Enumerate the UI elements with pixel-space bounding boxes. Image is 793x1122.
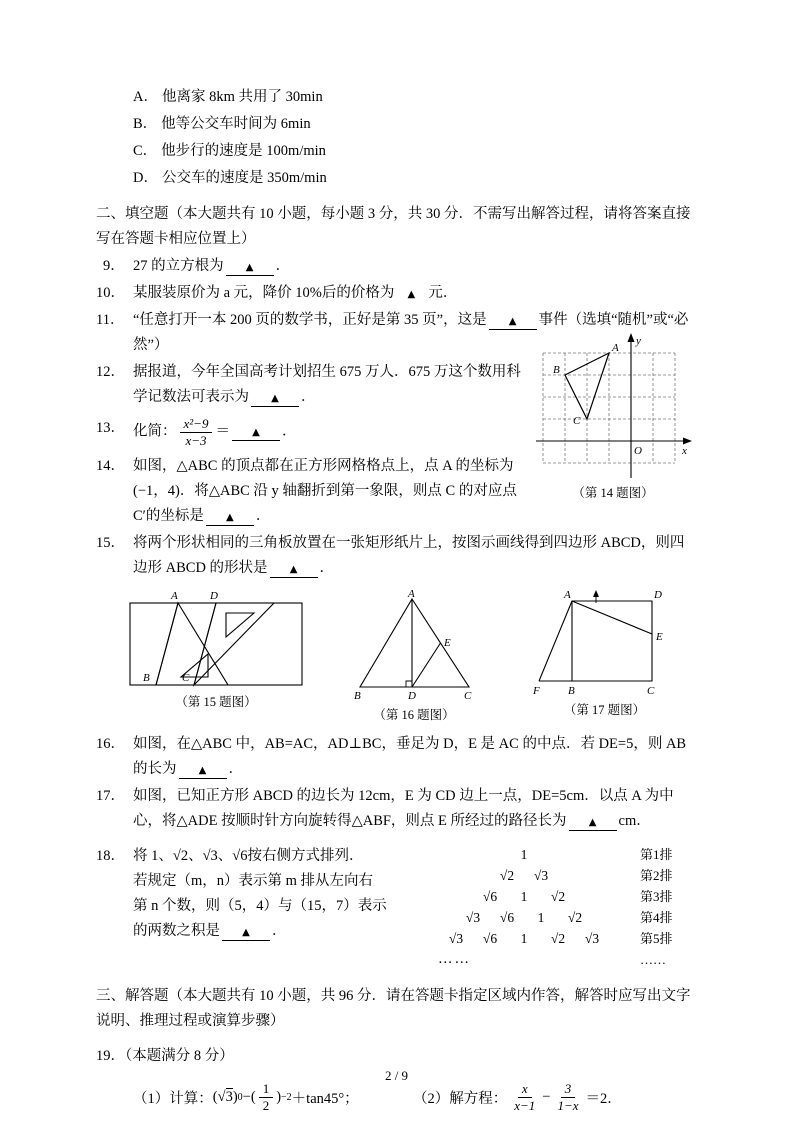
pyramid-cell: √6 (482, 931, 498, 947)
q19-part2-tail: ＝2． (585, 1090, 622, 1107)
fraction-numerator: 1 (259, 1081, 274, 1098)
fig15-label-C: C (182, 672, 190, 685)
pyramid-cell: √3 (584, 931, 600, 947)
figure-15 (126, 589, 306, 724)
fig14-label-C: C (573, 415, 581, 427)
question-15-number: 15． (96, 535, 125, 552)
fraction-denominator: x−3 (185, 432, 207, 448)
question-15-post: ． (319, 560, 335, 577)
question-17-text: 如图，已知正方形 ABCD 的边长为 12cm，E 为 CD 边上一点，DE=5cm．以点 A 为中心，将△ADE 按顺时针方向旋转得△ABF，则点 E 所经过的路径长为 (133, 788, 674, 830)
question-9-text: 27 的立方根为 (133, 258, 224, 274)
answer-blank (226, 259, 274, 276)
radical-sign: √ (217, 1088, 226, 1105)
pyramid-dots: …… (438, 951, 471, 968)
question-19-header (96, 1044, 697, 1069)
figure-16-caption: （第 16 题图） (373, 708, 455, 723)
figure-17-drawing (522, 589, 687, 699)
sqrt-3 (218, 1089, 233, 1106)
option-c (133, 138, 697, 165)
question-12 (96, 360, 697, 410)
question-15 (96, 531, 697, 581)
question-11 (96, 308, 697, 358)
fig16-label-C: C (463, 690, 471, 703)
pyramid-cell: √3 (465, 910, 481, 926)
section2-title: 二、填空题（本大题共有 10 小题，每小题 3 分，共 30 分．不需写出解答过程，请将答案直接写在答题卡相应位置上） (96, 206, 691, 247)
question-11-number: 11． (96, 312, 125, 328)
triangle-marker: ▲ (407, 289, 416, 300)
option-d-label: D． (133, 170, 158, 186)
figure-15-caption: （第 15 题图） (175, 695, 257, 710)
option-a (133, 84, 697, 111)
answer-blank (569, 814, 617, 831)
triangle-with-altitude (360, 599, 469, 687)
question-14-post: ． (255, 508, 271, 525)
question-13-number: 13． (96, 420, 125, 436)
pyramid-cell: 1 (520, 931, 528, 947)
fig15-label-B: B (143, 672, 150, 685)
paren: ( (212, 1088, 218, 1105)
question-18-line4-pre: 的两数之积是 (133, 923, 220, 940)
question-18-line4-post: ． (272, 923, 287, 940)
option-a-label: A． (133, 89, 158, 105)
fraction-denominator: 2 (262, 1097, 270, 1113)
question8-options (96, 84, 697, 192)
equals-sign: ＝ (215, 423, 230, 440)
fig16-label-D: D (407, 690, 416, 703)
question-18-line2: 若规定（m，n）表示第 m 排从左向右 (133, 873, 374, 890)
question-19-title: 19．（本题满分 8 分） (96, 1048, 234, 1065)
question-16-number: 16． (96, 736, 125, 753)
fig17-label-F: F (533, 685, 540, 698)
pyramid-cell: √6 (499, 910, 515, 926)
fraction-numerator: x (518, 1081, 532, 1098)
answer-blank (396, 286, 426, 302)
question-10-number: 10． (96, 285, 125, 301)
pyramid-rows (434, 844, 614, 970)
fig16-label-E: E (443, 637, 451, 650)
question-10-post: 元． (428, 285, 458, 301)
pyramid-row-4 (434, 907, 614, 928)
question-13-text: 化简： (133, 423, 177, 440)
question-10 (96, 281, 697, 306)
option-d (133, 165, 697, 192)
pyramid-cell: 1 (520, 889, 528, 905)
figure-16 (352, 589, 477, 724)
minus-sign: − (542, 1088, 551, 1105)
fig14-label-x: x (682, 445, 687, 457)
option-b-label: B． (133, 116, 158, 132)
answer-blank (489, 313, 537, 330)
exponent-neg2: −2 (281, 1091, 292, 1103)
triangle-marker: ▲ (289, 564, 298, 576)
question-14-text: 如图，△ABC 的顶点都在正方形网格格点上，点 A 的坐标为(−1，4)．将△ABC 沿 y 轴翻折到第一象限，则点 C 的对应点 C′的坐标是 (133, 458, 517, 525)
pyramid-cell: √6 (482, 889, 498, 905)
fraction-numerator: 3 (561, 1081, 576, 1098)
paper-rectangle (130, 603, 302, 685)
fig17-label-B: B (568, 685, 575, 698)
question-16-text: 如图，在△ABC 中，AB=AC，AD⊥BC，垂足为 D，E 是 AC 的中点．若 DE=5，则 AB 的长为 (133, 736, 687, 778)
question-12-post: ． (301, 389, 316, 405)
fraction-x-over-x-1 (510, 1081, 539, 1113)
fraction (180, 416, 213, 448)
quad-and-rulers (156, 603, 274, 685)
minus-sign: − (242, 1088, 251, 1105)
question-14 (96, 454, 697, 529)
fig17-label-D: D (654, 589, 662, 602)
exponent-0: 0 (237, 1091, 243, 1103)
question-15-text: 将两个形状相同的三角板放置在一张矩形纸片上，按图示画线得到四边形 ABCD，则四边形 ABCD 的形状是 (133, 535, 685, 577)
fraction-3-over-1-x (553, 1081, 582, 1113)
answer-blank (179, 762, 227, 779)
fig17-label-E: E (656, 631, 663, 644)
triangle-marker: ▲ (245, 262, 254, 273)
fig15-label-A: A (171, 590, 178, 603)
triangle-marker: ▲ (198, 765, 207, 777)
figure-17-caption: （第 17 题图） (563, 703, 646, 718)
question-18-number: 18． (96, 848, 125, 865)
fig16-label-A: A (407, 589, 415, 601)
figure-17 (522, 589, 687, 724)
question-16-post: ． (228, 761, 243, 778)
question-12-text: 据报道，今年全国高考计划招生 675 万人．675 万这个数用科学记数法可表示为 (133, 364, 521, 405)
question-18-line4 (133, 919, 418, 944)
option-d-text: 公交车的速度是 350m/min (161, 170, 327, 186)
pyramid-cell: √2 (499, 868, 515, 884)
q12-q14-block (96, 335, 697, 529)
pyramid-row-labels (640, 844, 673, 970)
row-label-5: 第5排 (640, 931, 673, 947)
figures-row (126, 589, 687, 724)
pyramid-cell: √3 (533, 868, 549, 884)
option-c-text: 他步行的速度是 100m/min (161, 143, 326, 159)
option-c-label: C． (133, 143, 158, 159)
pyramid-cell: √3 (448, 931, 464, 947)
question-9-number: 9． (103, 258, 125, 274)
q19-part1 (133, 1081, 413, 1113)
question-18-line1: 将 1、√2、√3、√6按右侧方式排列． (133, 848, 364, 865)
triangle-marker: ▲ (588, 817, 597, 829)
option-a-text: 他离家 8km 共用了 30min (161, 89, 323, 105)
option-b-text: 他等公交车时间为 6min (161, 116, 311, 132)
triangle-marker: ▲ (252, 427, 260, 439)
section3-title: 三、解答题（本大题共有 10 小题，共 96 分．请在答题卡指定区域内作答，解答时应写出文字说明、推理过程或演算步骤） (96, 988, 691, 1030)
triangle-marker: ▲ (242, 927, 250, 939)
question-11-post: 事件（选填“随机”或“必然”） (133, 312, 689, 353)
fig17-label-A: A (564, 589, 571, 602)
pyramid-row-5 (434, 928, 614, 949)
answer-blank (206, 509, 254, 526)
triangle-marker: ▲ (508, 316, 517, 327)
rotation-arrow (593, 590, 599, 597)
pyramid-row-3 (434, 886, 614, 907)
fig15-label-D: D (210, 590, 218, 603)
fig14-label-A: A (612, 342, 619, 354)
pyramid-cell: √2 (550, 931, 566, 947)
paren: ) (232, 1088, 238, 1105)
page-number: 2 / 9 (384, 1068, 409, 1083)
pyramid-row-1 (434, 844, 614, 865)
question-17 (96, 784, 697, 834)
fig16-label-B: B (353, 690, 361, 703)
question-17-post: cm． (618, 813, 651, 830)
triangle-marker: ▲ (225, 512, 234, 524)
fraction-denominator: x−1 (514, 1097, 536, 1113)
fig14-label-y: y (636, 335, 641, 347)
figure-16-drawing (352, 589, 477, 704)
question-9-post: ． (275, 258, 291, 274)
fraction-one-half (259, 1081, 274, 1113)
triangle-marker: ▲ (271, 393, 279, 404)
fig14-label-O: O (634, 445, 642, 457)
answer-blank (270, 561, 318, 578)
question-18-line3: 第 n 个数，则（5，4）与（15，7）表示 (133, 898, 387, 915)
option-b (133, 111, 697, 138)
answer-blank (251, 390, 299, 407)
question-18 (96, 844, 418, 970)
question-9 (96, 254, 697, 279)
question-14-number: 14． (96, 458, 125, 475)
fig17-label-C: C (647, 685, 655, 698)
question-13-post: ． (281, 423, 297, 440)
row-label-2: 第2排 (640, 868, 673, 884)
q19-part1-tail: ＋tan45°； (291, 1090, 359, 1107)
paren: ( (250, 1088, 256, 1105)
pyramid-cell: 1 (520, 847, 528, 863)
pyramid-cell: √2 (567, 910, 583, 926)
pyramid-row-2 (434, 865, 614, 886)
q19-part1-label: （1）计算： (133, 1090, 213, 1107)
fraction-denominator: 1−x (557, 1097, 579, 1113)
q19-part2 (413, 1081, 622, 1113)
q19-part2-label: （2）解方程： (413, 1090, 508, 1107)
answer-blank (222, 924, 270, 941)
pyramid-cell: 1 (537, 910, 545, 926)
row-label-4: 第4排 (640, 910, 673, 926)
fig14-label-B: B (553, 364, 560, 376)
figure-15-drawing (126, 589, 306, 691)
question-11-text: “任意打开一本 200 页的数学书，正好是第 35 页”，这是 (133, 312, 487, 328)
number-pyramid (434, 844, 673, 970)
fraction-numerator: x²−9 (180, 416, 213, 433)
pyramid-cell: √2 (550, 889, 566, 905)
square-and-lines (539, 594, 652, 681)
figure-14-caption: （第 14 题图） (572, 486, 654, 500)
question-10-text: 某服装原价为 a 元，降价 10%后的价格为 (133, 285, 395, 301)
question-12-number: 12． (96, 364, 125, 380)
question-16 (96, 732, 697, 782)
row-label-3: 第3排 (640, 889, 673, 905)
row-label-dots: …… (640, 952, 666, 968)
row-label-1: 第1排 (640, 847, 673, 863)
answer-blank (232, 424, 280, 441)
question-13 (96, 416, 697, 448)
question-18-row (96, 842, 697, 970)
paren: ) (276, 1088, 282, 1105)
radicand: 3 (225, 1088, 233, 1105)
question-17-number: 17． (96, 788, 125, 805)
